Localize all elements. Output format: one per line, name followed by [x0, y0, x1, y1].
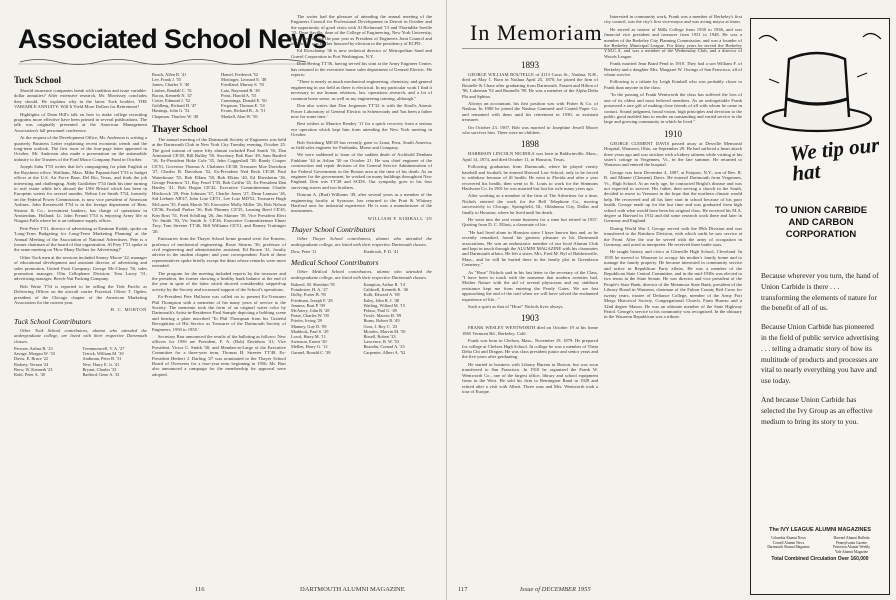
engineering-paragraphs — [291, 14, 432, 214]
class-year-heading: 1898 — [521, 139, 539, 150]
ad-paragraph: Because Union Carbide has pioneered in the field of public service advertising . . . telling a dramatic story of how its multitude of products and processes are vital to nearly everything you have and use today. — [761, 322, 879, 386]
ivy-magazine: Dartmouth Alumni Magazine — [767, 545, 810, 550]
article-paragraph: "There is nearly as much mechanical engineering, chemistry, and general engineering in our field as there is electrical. In my particular work I find it necessary to use human relations, law, operations research, and a lot of common horse sense, as well as my engineering training, although." — [291, 79, 432, 101]
contributor-name: Andiman, Peter B. '31 — [82, 356, 122, 362]
contributor-name: Lawrence, R. W. '53 — [363, 339, 400, 345]
obituary-paragraph: He started in business with Library Bureau in Boston, but was soon transferred to San Francisco. In 1910 he organized the Frank W. Wentworth Co., one of the largest office, library and school equipment firms in the West. He sold his firm to Remington Rand in 1928 and retired after a visit with Albert. Three sons and Mrs. Wentworth took a tour of Europe. — [462, 361, 598, 394]
contributor-name: Davis, E. Bruce '22 — [14, 356, 49, 362]
obituary-paragraph: HARRISON LINCOLN NICHOLS was born in Baldwinville, Mass., April 14, 1874, and died October 11, in Houston, Texas. — [462, 151, 598, 162]
contributor-name: Birsell, Robert '23 — [363, 334, 396, 340]
contributor-name: Brew, W. Kenneth '23 — [14, 366, 53, 372]
medical-contributors-list — [291, 282, 432, 355]
contributor-name: Tetrick, William M. '39 — [82, 351, 124, 357]
ad-body — [761, 271, 879, 435]
left-footer: DARTMOUTH ALUMNI MAGAZINE — [300, 586, 405, 593]
ivy-magazine: Columbia Alumni News — [771, 536, 806, 540]
article-paragraph: Duncan A. (Bud) Williams '49, after several years as a member of the engineering faculty at Syracuse, has returned to the Pratt & Whitney Hartford area for industrial experience. He is now a manufacturer of the instruments. — [291, 192, 432, 214]
ad-paragraph: And because Union Carbide has selected the Ivy Group as an effective medium to bring its story to you. — [761, 394, 873, 426]
left-page — [0, 0, 447, 600]
tuck-contributors-list — [14, 346, 147, 377]
contributor-name: Tremmonwell, V. A. '27 — [82, 346, 125, 352]
ad-slogan: We tip our hat — [788, 132, 881, 186]
contributor-name: Bacon, Kenneth N. '47 — [152, 92, 192, 98]
engineering-column — [291, 14, 432, 580]
obituary-paragraph: GEORGE CLEMENT DAVIS passed away at Dexville Memorial Hospital, Wauseon, Ohio, on September 29. He had suffered a heart attack three years ago and was stricken with a kidney ailment while visiting at his sister's cottage in Vergennes, Vt., in the late summer. He returned to Wauseon and entered the hospital. — [604, 140, 742, 168]
contributor-name: Bakerel, M. Sheridan '95 — [291, 282, 335, 288]
in-memoriam-title: In Memoriam — [470, 20, 603, 45]
contributor-name: New, Harry E. Jr. '41 — [82, 361, 120, 367]
contributor-name: Ferguson, Thomas E. '54 — [221, 103, 265, 109]
union-carbide-ad — [750, 18, 890, 595]
memoriam-column-2 — [604, 14, 742, 580]
article-paragraph: Other Tuck men at the sessions included Stoney Moore '22, manager of educational development and assistant director of advertising and sales promotion, United Fruit Company; George Mc-Cleary '56, sales promotion manager, Olin Cellophane Division; Tom Lacey '51, advertising manager, Beech-Nut Packing Company. — [14, 254, 147, 282]
article-paragraph: Bob Swinburg ME'49 has recently gone to Lima, Peru, South America, as field sales engineer for Fairbanks, Morse and Company. — [291, 139, 432, 150]
contributor-name: McAnery, John B. '28 — [291, 308, 330, 314]
ad-paragraph: Because wherever you turn, the hand of Union Carbide is there . . . transforming the elements of nature for the benefit of all of us. — [761, 271, 879, 313]
obituary-paragraph: "In the passing of Frank Wentworth the class has suffered the loss of one of its oldest and most beloved members. As an unforgettable Frank possessed a rare gift of making close friends of all with whom he came in contact. Sound judgment, broad vision, high principles and devotion to the public good enabled him to render an outstanding and varied service to the large and growing community in which he lived." — [604, 92, 742, 125]
contributor-name: Poindexter, H. A. '27 — [291, 287, 328, 293]
contributor-name: Markell, Alan W. '56 — [221, 113, 258, 119]
contributor-name: Beaudin, Conrad A. '25 — [363, 344, 405, 350]
ivy-magazine: Princeton Alumni Weekly — [832, 545, 871, 550]
contributors-continued-list — [152, 72, 286, 119]
contributor-name: Jenness, Burt P. '09 — [291, 302, 325, 308]
contributor-name: James, Charles V. '40 — [152, 82, 190, 88]
contributor-name: Estabrook, F. D. '41 — [363, 249, 399, 255]
tuck-paragraphs — [14, 88, 147, 305]
right-footer: Issue of DECEMBER 1955 — [520, 586, 591, 593]
obituary-paragraph: On October 23, 1907, Bob was married to Josephine Jewell Moore who survives him. There were no children. — [462, 124, 598, 136]
tuck-heading: Tuck School — [14, 75, 61, 85]
contributor-name: Ealey, John R. J. '48 — [363, 297, 400, 303]
contributor-name: Cummings, Donald E. '50 — [221, 98, 267, 104]
obituary-paragraph: As "Hose" Nichols said in his last letter to the secretary of the Class, "I have been in touch with the nonsense that modern twenties had, Mother Nature with the aid of several physicians and my stubborn resistance kept me from entering the Pearly Gates. We are fast approaching the end of the trail when we will have solved the enchanted experience of life..." — [462, 269, 598, 302]
thayer-contributors-list — [291, 249, 432, 254]
obituary-paragraph: Interested in community work, Frank was a member of Berkeley's first city council, was the city's first vice-mayor and was acting mayor at times. — [604, 14, 742, 25]
ivy-league-box — [757, 527, 883, 562]
ivy-magazine: Cornell Alumni News — [772, 540, 805, 545]
contributor-name: Towle, Marvin H. '09 — [363, 313, 402, 319]
ivy-circulation: Total Combined Circulation Over 160,000 — [771, 556, 869, 563]
class-year-heading: 1893 — [521, 60, 539, 70]
medical-contributors-heading: Medical School Contributors — [291, 258, 379, 268]
ivy-title: The IVY LEAGUE ALUMNI MAGAZINES — [769, 527, 871, 533]
contributor-name: Evans, Richard B., Jr. '51 — [221, 108, 266, 114]
ad-to-line: TO UNION CARBIDE AND CARBON CORPORATION — [774, 205, 868, 240]
contributor-name: Caldwell, Kenneth K. '46 — [363, 287, 409, 293]
contributor-name: Lutz, Raymond B. '49 — [221, 87, 260, 93]
contributor-name: Friedland, Murray S. '55 — [221, 82, 265, 88]
ivy-magazine: Harvard Alumni Bulletin — [833, 536, 870, 540]
article-paragraph: Ex-President Pete Halloran was called on to present Ex-Treasurer Phil Thompson with a memento of his many years of service to the Society. The memento took the form of an original water color by Dartmouth's Artist-in-Residence Paul Sample depicting a bobbing scene and bearing a plate inscribed 'To Phil Thompson from his Grateful Recognition of His Service as Treasurer of the Dartmouth Society of Engineers, 1950 to 1955.' — [152, 294, 286, 332]
contributor-name: Kampton, Arthur R. '14 — [363, 282, 405, 288]
ivy-magazine: Pennsylvania Gazette — [835, 540, 868, 545]
contributor-name: Radford, Gene A. '41 — [82, 372, 120, 378]
article-paragraph: Secretary Barr announced the results of the balloting as follows: New officers for 1956 are President, F. A. (Bob) Davidson '41; Vice President, Victor C. Smith '30; and Member-at-Large of the Executive Committee for a three-year term, Thomas H. Streeter TT'48. Ex-President Herbert J. Darling '27 was nominated to the Thayer School Board of Overseers for a four-year term beginning in 1956. Mr. Barr also announced a campaign for the membership for approval were adopted. — [152, 334, 286, 377]
contributor-name: Pease, Charles W. '09 — [291, 313, 329, 319]
thayer-column — [152, 72, 286, 580]
contributor-name: Mottinger, Leonard E. '48 — [221, 77, 267, 83]
article-paragraph: The writer had the pleasure of attending the annual meeting of the Engineers Council for Professional Development in Detroit in October and the opportunity of good visits with Al Richmond '15 and Thorndike Saville '15. Dean Saville, dean of the College of Engineering, New York University, has served during the past year as President of Engineers Joint Council and in October was further honored by election to the presidency of ECPD. — [291, 14, 432, 47]
article-paragraph: Don also writes that Don Jorgensen TT'32 is with the Knolls Atomic Power Laboratory of General Electric in Schenectady and 'has been a father now for some time.' — [291, 103, 432, 119]
article-paragraph: Ed Kloschamp '36 is now technical director of Metropolitan Sand and Gravel Corporation in Port Washington, N.Y. — [291, 48, 432, 59]
contributor-name: Rohl, Peter A. '30 — [14, 372, 46, 378]
article-paragraph: Should insurance companies break with tradition and issue variable-dollar annuities? After extensive research, Mr. Morrissey concludes they should. He explains why in the latest Tuck booklet, THE VARIABLE ANNUITY: Will It Yield More Dollars for Retirement? — [14, 88, 147, 110]
class-year-heading: 1903 — [521, 313, 539, 324]
contributor-name: Hamel, Frederick '52 — [221, 72, 259, 77]
contributor-name: Lee, Frank J. '55 — [152, 77, 182, 83]
contributor-name: Goldberg, Richard H. '47 — [152, 103, 197, 109]
tuck-contributors-heading: Tuck School Contributors — [14, 316, 92, 326]
thayer-signature: WILLIAM P. KIMBALL '29 — [367, 215, 432, 221]
tuck-signature: H. C. MORTON — [110, 307, 147, 313]
obituary-paragraph: Frank was born in Chelsea, Mass., November 19, 1879. He prepared for college at Chelsea High School. In college he was a member of Theta Delta Chi and Dragon. He was class president junior and senior years and the five years after graduating. — [462, 338, 598, 360]
obituary-paragraph: Following graduation from Dartmouth, where he played varsity baseball and football, he entered Harvard Law School, only to be forced to withdraw because of ill health. He went to Florida and after a year recovered his health, then went to St. Louis to work for the Simmons Hardware Co. In 1901 he was married but lost his wife many years ago. — [462, 164, 598, 191]
contributor-name: Bryant, Charles '33 — [82, 366, 117, 372]
contributor-name: Swenson, Ernest '30 — [291, 339, 327, 345]
obituary-paragraph: Frank married Jean Baird Pend in 1910. They had a son William F. of Berkeley and a daughter Mrs. Margaret W. Owings of San Francisco, all of whom survive. — [604, 61, 742, 78]
contributor-name: Hastings, John G. '52 — [152, 108, 190, 114]
contributor-name: Perrone, Arthur R. '23 — [14, 346, 53, 352]
contributor-name: Garmel, Ronald C. '38 — [291, 349, 331, 355]
contributor-name: Wailing, Willard M. '15 — [363, 302, 406, 308]
medical-contributors-intro: Other Medical School contributors, alumni who attended the undergraduate college, are listed with their respective Dartmouth classes. — [291, 269, 432, 280]
obituary-paragraph: He went into the real estate business for a time but retired in 1937. Quoting from D. C. Elliott, a classmate of his: — [462, 216, 598, 228]
contributor-name: Savage, Morgan W. '33 — [14, 351, 55, 357]
contributor-name: Friedman, Joseph F. '28 — [291, 297, 333, 303]
obituary-paragraph: FRANK WESLEY WENTWORTH died on October 19 at his home 1865 Vermont Rd., Berkeley, Calif. — [462, 325, 598, 336]
contributor-name: Limber, Randall C. '51 — [152, 87, 193, 93]
contributor-name: Lowd, Harry M. '11 — [291, 334, 326, 340]
obituary-paragraph: After working as a member of the firm of The Advertiser for a time, Nichols entered the work for the Bell Telephone Co., moving successively to Chicago, Springfield, Ill., Oklahoma City, Dallas and finally to Houston, where he lived until his death. — [462, 193, 598, 215]
right-folio: 117 — [458, 586, 468, 593]
article-paragraph: Pete Petre T'51, director of advertising at Eastman Kodak, spoke on 'Long-Term Budgeting for Long-Term Marketing Planning' at the Annual Meeting of the Association of National Advertisers. Pete is a former chairman of the board of that organization. Al Frey T'51 spoke at the same meeting on 'How Many Dollars for Advertising?' — [14, 225, 147, 253]
contributor-name: Roach, Allen B. '41 — [152, 72, 187, 77]
contributor-name: Dow, Peter '11 — [291, 249, 317, 255]
left-folio: 116 — [195, 586, 205, 593]
article-paragraph: Joseph Sahu T'53 writes that he's campaigning for plain English at the Raytheon office, Waltham, Mass. Mike Papamichael T'53 is budget officer at the U.S. Air Force Base, Del Rio, Texas, and finds the job interesting and challenging. Andy Gottlieber T'54 finds his time turning to real estate while he's aboard the USS Bristol which has been in European waters for several months. Nelton Lee Smith T'54, formerly on the Federal Power Commission, is now vice president of American Airlines. John Rosenwald T'54 is in the foreign department of Bear, Stearns & Co., investment bankers, has charge of operations in Amsterdam, Holland. Lt. John Freund T'54 is enjoying Army life at Niagara Falls where he is an ordnance supply officer. — [14, 164, 147, 224]
obituary-paragraph: "He had lived alone in Houston since I have known him and, as he recently remarked, found his greatest pleasure in his Dartmouth associations. He was an enthusiastic member of our local Alumni Club and kept in touch through the ALUMNI MAGAZINE with his classmates and Dartmouth affairs. He left a sister, Mrs. Fred M. Byl of Baldwinville, Mass., and he will be buried there in the family plot in Greenlawn Cemetery." — [462, 229, 598, 268]
obituary-paragraph: He served as trustee of Mills College from 1930 to 1936, and was financial vice president and treasurer from 1931 to 1948. He was a member of the Berkeley City Planning Commission, and was a founder of the Berkeley Municipal League. For thirty years he served the Berkeley Y.M.C.A. and was a member of the Wednesday Club, and a director of Woods League. — [604, 26, 742, 59]
article-paragraph: We were saddened to learn of the sudden death of Archbold Denham Finkbine '44 in Arlian '30 on October 21. He was chief engineer of the construction and repair division of the General Service Administration of the Federal Government in the Boston area at the time of his death. As an engineer for the government, he worked on many buildings throughout New England. Don was TT'28 and SCDS. Our sympathy goes to his four surviving sisters and two brothers. — [291, 152, 432, 190]
contributor-name: Prout, Harold A. '55 — [221, 92, 257, 98]
ivy-magazine — [757, 550, 820, 555]
thayer-heading: Thayer School — [152, 123, 208, 134]
contributor-name: Rodney, Vernon '24 — [14, 361, 49, 367]
ivy-magazine: Yale Alumni Magazine — [834, 549, 869, 554]
article-paragraph: Best wishes to Maurice Readey '11 for a quick recovery from a serious eye operation which kept him from attending the New York meeting in October. — [291, 121, 432, 138]
contributor-name: Mellen, Harry G. '12 — [291, 344, 328, 350]
contributor-name: Dolby, Porter B. '95 — [291, 292, 327, 298]
masthead-title: Associated School News — [18, 24, 327, 54]
contributor-name: Goss, J. Roy C. '23 — [363, 323, 398, 329]
contributor-name: Peluso, Paul G. '49 — [363, 308, 397, 314]
contributor-name: Kolb, Edward A. '08 — [363, 292, 400, 298]
obituary-paragraph: Always an accountant, his first position was with Fisher & Co. of Nashua. In 1900 he joined the Nashua Gummed and Coated Paper Co. and remained with them until his retirement in 1930, as assistant treasurer. — [462, 101, 598, 123]
tuck-column — [14, 72, 147, 580]
obituary-paragraph: He taught history and civics at Glenville High School, Cleveland. In 1935 he moved to Wauseon to occupy his mother's family home and to manage the family property. He became interested in community service and active in Republican Party affairs. He was a member of the Republican State Central Committee, and in the mid-1930s was elected to two terms in the State Senate. He was director and vice president of the People's State Bank, director of the Metamora State Bank, president of the Library Board in Wauseon, chairman of the Fulton County Red Cross for twenty years, trustee of Defiance College, member of the Army Fort Meigs Historical Society, Congregational Church, Farm Bureau and a 32nd degree Mason. He was an ultimate member of the State Highway Patrol. George's service to his community was recognized. In the obituary in the Wauseon Republican was a tribute. — [604, 249, 742, 320]
memoriam-column-1 — [462, 56, 598, 580]
article-paragraph: Emissaries from the Thayer School home ground were Joe Ermenc, professor of mechanical engineering; Rosie Stearns '36, professor of civil engineering and administrative assistant; Ed Brown '41, faculty adviser to the student chapter; and your correspondent. Each of these representatives spoke briefly except the dean whose remarks were more extended. — [152, 236, 286, 269]
tuck-contributors-intro: Other Tuck School contributors, alumni who attended the undergraduate college, are listed with their respective Dartmouth classes. — [14, 327, 147, 344]
contributor-name: Cotter, Edmund J. '52 — [152, 98, 191, 104]
article-paragraph: Bob Waite T'54 is reported to be selling the Tide Pacific as Delivering Officer on the aircraft carrier Forrestal. Oliver T. Ogden, president of the Chicago chapter of the American Marketing Association for the current year. — [14, 283, 147, 306]
obituary-paragraph: During World War I, George served with the 89th Division and was transferred to the Rainbow Division, with which outfit he saw service at the Front. After the war he served with the army of occupation in Germany, and acted as interpreter. He received three battle stars. — [604, 225, 742, 248]
obituary-paragraph: George was born December 4, 1887, at Fairport, N.Y., son of Rev. R. B. and Minnie (Clement) Davis. He entered Dartmouth from Vergennes, Vt., High School. At an early age, he contracted Bright's disease and was not expected to survive. His father, then serving a church in the South, decided to move to Vermont in the hope that the northern climate would help. He recovered and all his later start in school because of his poor health. George made up for the lost time and was graduated from high school with what would have been his original class. He received his M.A. degree at Harvard in 1912 and did some research work there and later in Germany and England. — [604, 169, 742, 224]
obituary-paragraph: GEORGE WILLIAM BOUTELLE of 4113 Cross St., Nashua, N.H., died on May 1. Born in Nashua April 25, 1870, he joined the firm of Boutelle & Chase after graduating from Dartmouth. Fassett and Hilton of '96, Lakeman '92 and Runnells '99. He was a member of the Alpha Delta Phi and Sphinx. — [462, 72, 598, 99]
thayer-contributors-intro: Other Thayer School contributors, alumni who attended the undergraduate college, are listed with their respective Dartmouth classes. — [291, 236, 432, 247]
ivy-magazine-list — [757, 536, 883, 554]
article-paragraph: At the request of the Development Office, Mr. Anderson is writing a quarterly Business Letter explaining recent economic trends and the long-term outlook. The first issue of the four-page letter appeared in October. Mr. Anderson also made a presentation on the automobile industry to the Trustees of the Ford Motor Company Fund in October. — [14, 135, 147, 162]
contributor-name: Chapman, Thurlow W. '48 — [152, 113, 199, 119]
masthead-decoration — [18, 56, 308, 66]
contributor-name: Burns, Robert R. '49 — [363, 318, 400, 324]
obituary-paragraph: Such a spirit as that of "Hose" Nichols lives always. — [468, 304, 564, 310]
article-paragraph: The annual meeting of the Dartmouth Society of Engineers was held at the Dartmouth Club in New York City Tuesday evening, October 25. The good turnout of some fifty alumni included Paul Smith '16, Dan Armistead CE'49, Bill Rulley '50, Secretary Bob Barr '49, Sam Bartlett '16, Ex-President Hoke Cole '35, John Coggeshall '38, Randy Cooper CE'51, Governor Thomas A. Chalmers CE'48, Treasurer Moe Davidson '27, Charles B. Davidson '52, Ex-President Ned Beck CE'49, Paul Waterhouse '55, Bob Elkins '50, Bob Elkins '40, Ed Ebersheim '36, George Fearnow '31, Ray Feuel T'35, Bob Griffin '45, Ex-President Dan Hanley '41, Bob Hogan CE'42, Executive Committeeman Charlie Hitchcock '29, Pete Johnson '37, Charlie Jones '27, Dean Lamson '26, Sid Liebner AB'47, John Lotz CE'51, Lee Lotz MD'52, Treasurer Hugh McLaren '35, Frank Marsh '50, Executive Molly Miller '26, Bob Nelson CE'36, Foxhall Parker '36, Bob Phinney CE'35, Lansing Reed CE'45, Ken Ross '51, Fred Schilling '26, Jim Skinner '39, Vice President Elect Vic Smith '30, Vic Smith Jr. CE'46, Executive Committeeman Elmer Troy, Tom Streeter TT'46, Bill Williams CE'51, and Barney Truttinger '20. — [152, 136, 286, 234]
contributor-name: Carpenter, Albert A. '52 — [363, 349, 406, 355]
contributor-name: Morales, Marvin M. '50 — [363, 328, 406, 334]
class-year-heading: 1910 — [664, 128, 682, 139]
article-paragraph: The program for the meeting included reports by the treasurer and the president, the former showing a healthy bank balance at the end of the year in spite of the latter which showed considerably stepped-up activity by the Society and increased support of the School's operations. — [152, 270, 286, 292]
obituary-paragraph: Following is a tribute by Leigh Kimball who was probably closer to Frank than anyone in the class: — [604, 79, 742, 90]
article-paragraph: Highlights of Dean Hill's talk on how to make college recruiting programs more effective have been printed in several publications. The talk was originally presented at the American Management Association's fall personnel conference. — [14, 111, 147, 133]
contributor-name: Manney, Guy D. '09 — [291, 323, 327, 329]
contributor-name: Priefer, Irving '29 — [291, 318, 322, 324]
thayer-paragraphs — [152, 137, 286, 377]
thayer-contributors-heading: Thayer School Contributors — [291, 225, 376, 235]
article-paragraph: Dow Hering TT'36, having served his stint at the Army Engineer Center, has returned to the executive home sales department of General Electric. He reports: — [291, 61, 432, 78]
contributor-name: Maddock, Paul S. '29 — [291, 328, 329, 334]
